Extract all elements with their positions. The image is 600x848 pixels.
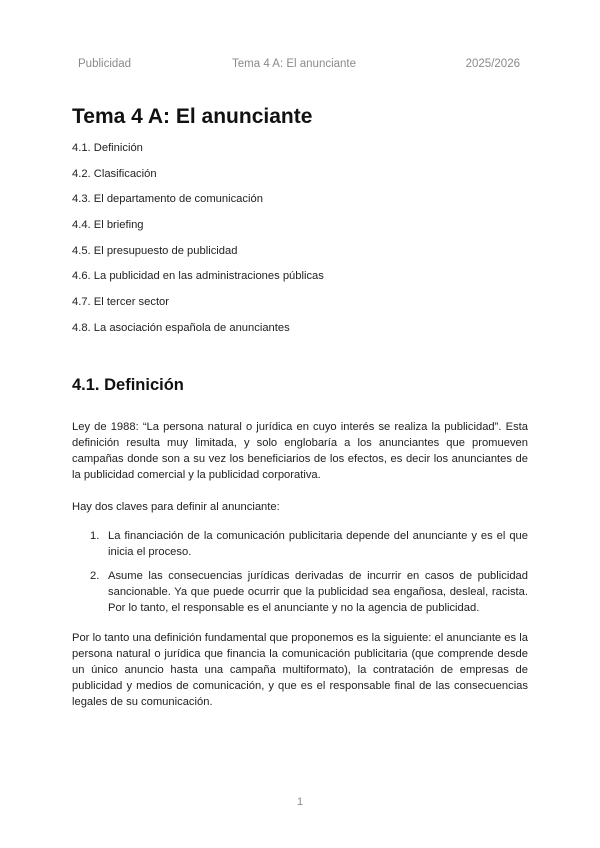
header-year: 2025/2026	[465, 58, 520, 70]
list-item	[90, 528, 528, 560]
numbered-list	[72, 528, 528, 616]
paragraph-keys-intro: Hay dos claves para definir al anunciante:	[72, 500, 280, 513]
document-title: Tema 4 A: El anunciante	[72, 105, 313, 128]
page-header	[78, 58, 520, 72]
page-number: 1	[296, 796, 304, 808]
section-title: 4.1. Definición	[72, 375, 184, 394]
header-topic: Tema 4 A: El anunciante	[232, 58, 357, 70]
header-subject: Publicidad	[78, 58, 132, 70]
table-of-contents	[72, 141, 528, 335]
toc-item[interactable]: 4.2. Clasificación	[72, 167, 157, 180]
toc-item[interactable]: 4.7. El tercer sector	[72, 296, 169, 309]
toc-item[interactable]: 4.6. La publicidad en las administraciones públicas	[72, 270, 324, 283]
document-body	[72, 103, 528, 710]
list-item-number: 2.	[90, 569, 100, 582]
list-item-number: 1.	[90, 529, 100, 542]
toc-item[interactable]: 4.3. El departamento de comunicación	[72, 193, 263, 206]
toc-item[interactable]: 4.5. El presupuesto de publicidad	[72, 244, 238, 257]
toc-item[interactable]: 4.1. Definición	[72, 142, 143, 154]
list-item-text: Asume las consecuencias jurídicas derivadas de incurrir en casos de publicidad sancionable. Ya que puede ocurrir que la publicidad sea engañosa, desleal, racista. Por lo tanto, el responsable es el anunciante y no la agencia de publicidad.	[108, 569, 528, 614]
paragraph-law-definition: Ley de 1988: “La persona natural o jurídica en cuyo interés se realiza la publicidad”. Esta definición resulta muy limitada, y solo englobaría a los anunciantes que promueven campañas donde son a su vez los beneficiarios de los efectos, es decir los anunciantes de la publicidad comercial y la publicidad corporativa.	[72, 420, 528, 481]
list-item-text: La financiación de la comunicación publicitaria depende del anunciante y es el que inicia el proceso.	[108, 529, 528, 558]
toc-item[interactable]: 4.8. La asociación española de anunciantes	[72, 321, 290, 334]
paragraph-final-definition: Por lo tanto una definición fundamental que proponemos es la siguiente: el anunciante es la persona natural o jurídica que financia la comunicación publicitaria (que comprende desde un único anuncio hasta una campaña multiformato), la contratación de empresas de publicidad y medios de comunicación, y que es el responsable final de las consecuencias legales de su comunicación.	[72, 631, 528, 708]
list-item	[90, 568, 528, 616]
toc-item[interactable]: 4.4. El briefing	[72, 219, 144, 232]
